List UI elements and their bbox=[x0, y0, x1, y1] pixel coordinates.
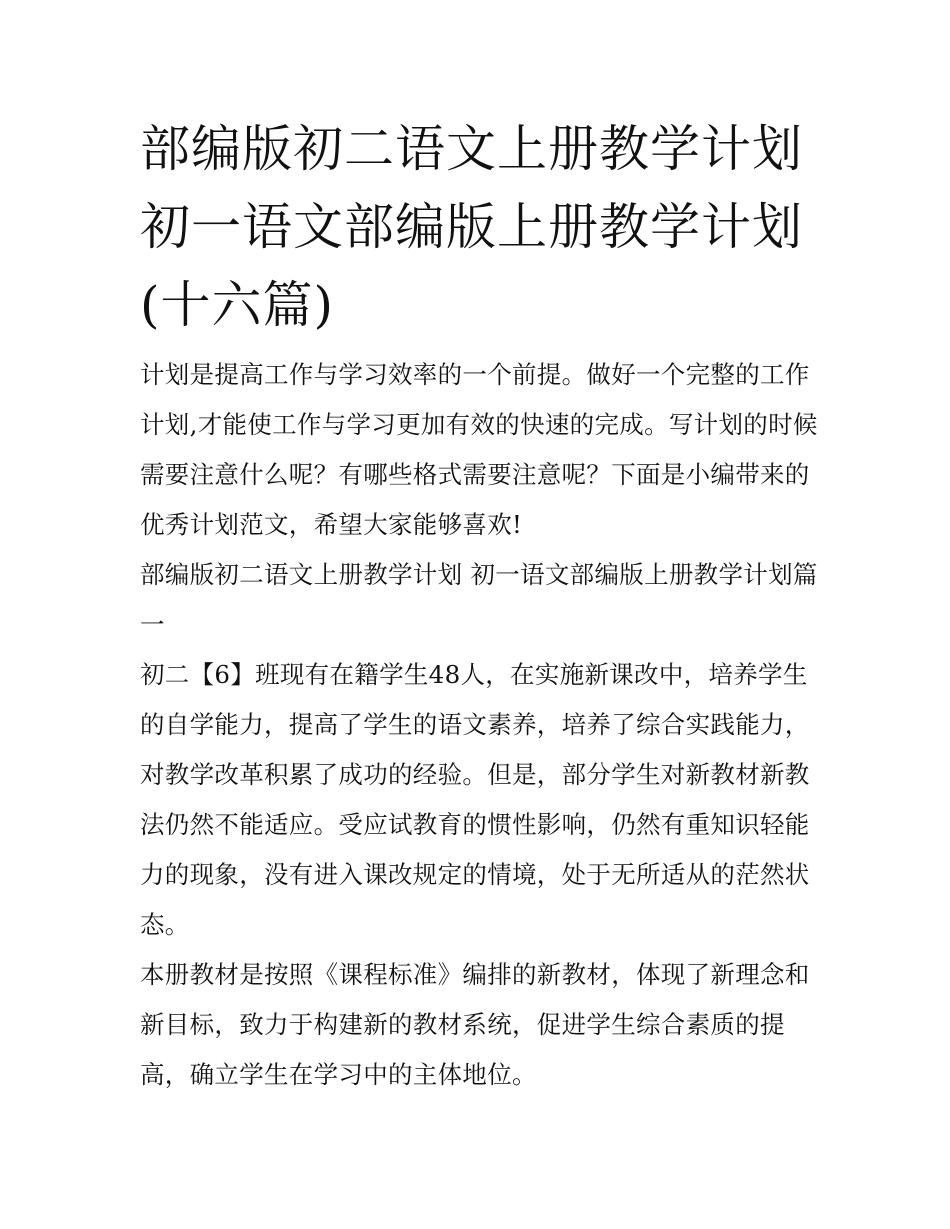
textbook-paragraph: 本册教材是按照《课程标准》编排的新教材，体现了新理念和新目标，致力于构建新的教材系统，促进学生综合素质的提高，确立学生在学习中的主体地位。 bbox=[140, 960, 810, 1089]
intro-paragraph: 计划是提高工作与学习效率的一个前提。做好一个完整的工作计划,才能使工作与学习更加有效的快速的完成。写计划的时候需要注意什么呢？有哪些格式需要注意呢？下面是小编带来的优秀计划范文，希望大家能够喜欢! bbox=[140, 360, 818, 539]
section-heading: 部编版初二语文上册教学计划 初一语文部编版上册教学计划篇一 bbox=[140, 560, 818, 639]
document-title: 部编版初二语文上册教学计划初一语文部编版上册教学计划(十六篇) bbox=[140, 120, 803, 334]
document-page bbox=[140, 110, 820, 1100]
class-situation-paragraph: 初二【6】班现有在籍学生48人，在实施新课改中，培养学生的自学能力，提高了学生的语文素养，培养了综合实践能力，对教学改革积累了成功的经验。但是，部分学生对新教材新教法仍然不能适应。受应试教育的惯性影响，仍然有重知识轻能力的现象，没有进入课改规定的情境，处于无所适从的茫然状态。 bbox=[140, 660, 810, 939]
